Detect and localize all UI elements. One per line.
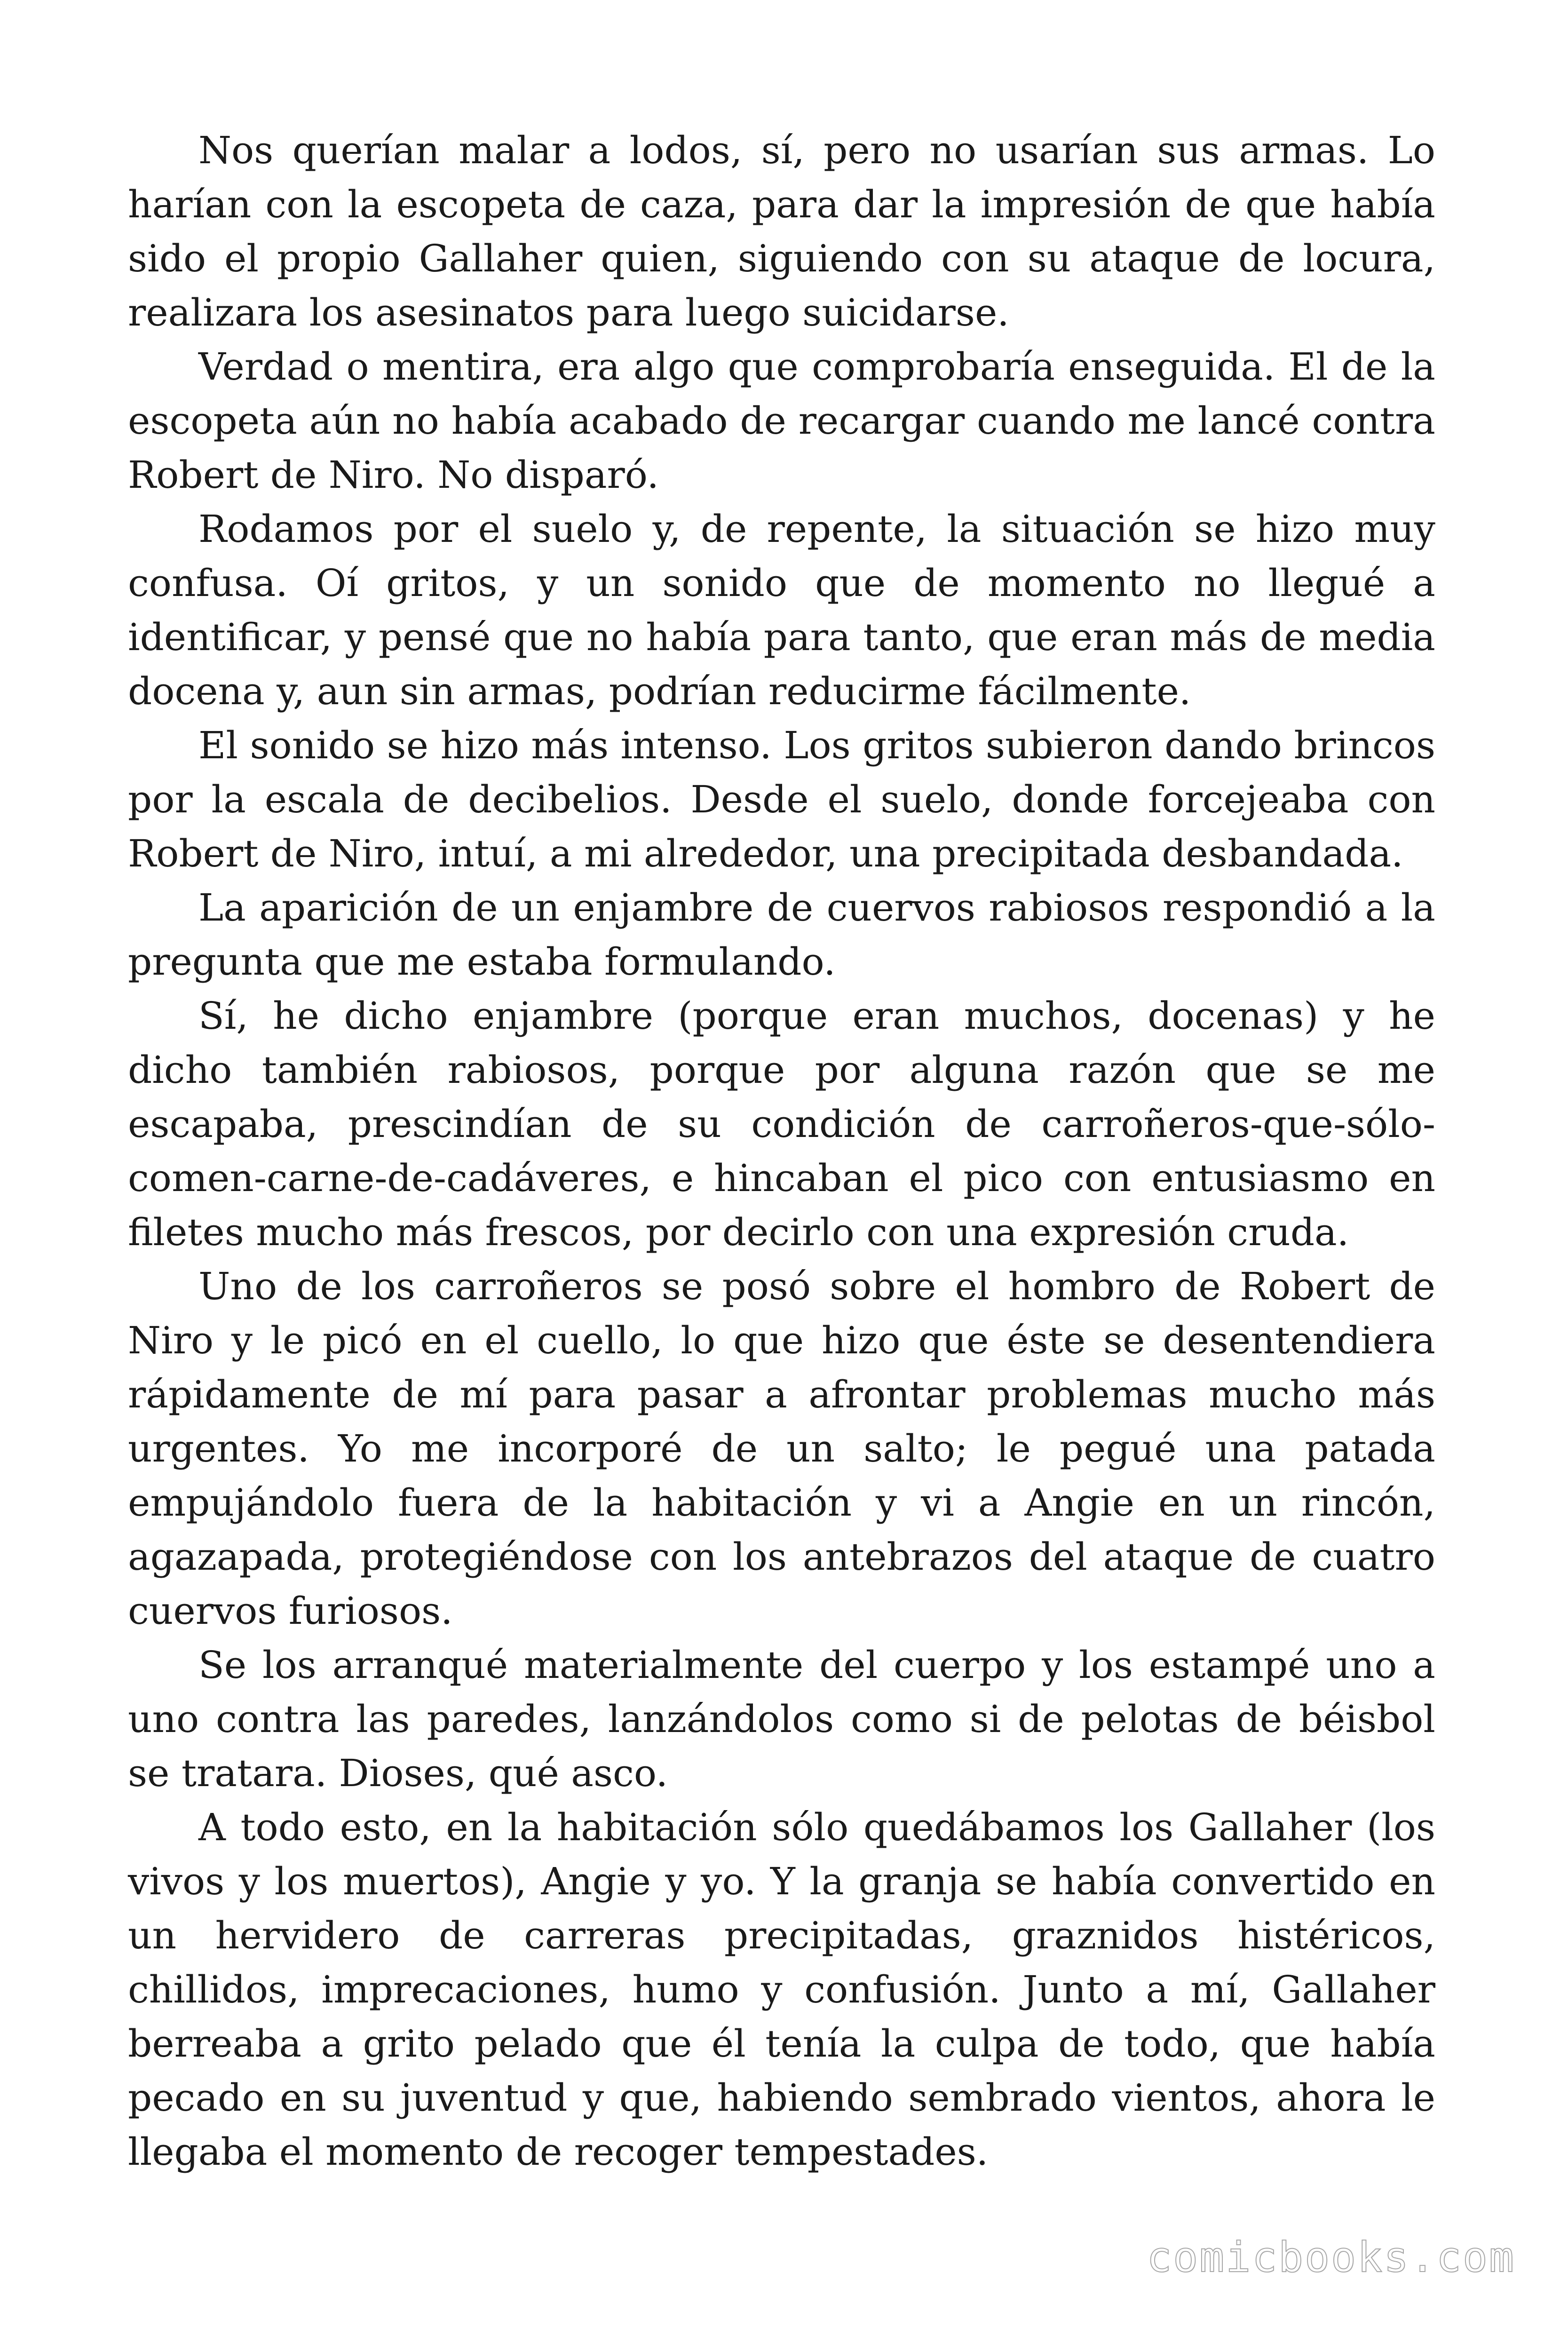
paragraph-4: El sonido se hizo más intenso. Los gritos subieron dando brincos por la escala de decibelios. Desde el suelo, donde forcejeaba con Robert de Niro, intuí, a mi alrededor, una precipitada desbandada. <box>128 723 1435 875</box>
paragraph-7: Uno de los carroñeros se posó sobre el hombro de Robert de Niro y le picó en el cuello, lo que hizo que éste se desentendiera rápidamente de mí para pasar a afrontar problemas mucho más urgentes. Yo me incorporé de un salto; le pegué una patada empujándolo fuera de la habitación y vi a Angie en un rincón, agazapada, protegiéndose con los antebrazos del ataque de cuatro cuervos furiosos. <box>128 1264 1435 1633</box>
page-body <box>128 123 1435 2179</box>
paragraph-6: Sí, he dicho enjambre (porque eran muchos, docenas) y he dicho también rabiosos, porque por alguna razón que se me escapaba, prescindían de su condición de carroñeros-que-sólo-comen-carne-de-cadáveres, e hincaban el pico con entusiasmo en filetes mucho más frescos, por decirlo con una expresión cruda. <box>128 994 1435 1254</box>
paragraph-5: La aparición de un enjambre de cuervos rabiosos respondió a la pregunta que me estaba formulando. <box>128 886 1435 984</box>
watermark: comicbooks.com <box>1147 2233 1515 2281</box>
paragraph-2: Verdad o mentira, era algo que comprobaría enseguida. El de la escopeta aún no había acabado de recargar cuando me lancé contra Robert de Niro. No disparó. <box>128 345 1435 497</box>
paragraph-1: Nos querían malar a lodos, sí, pero no usarían sus armas. Lo harían con la escopeta de caza, para dar la impresión de que había sido el propio Gallaher quien, siguiendo con su ataque de locura, realizara los asesinatos para luego suicidarse. <box>128 128 1435 334</box>
paragraph-3: Rodamos por el suelo y, de repente, la situación se hizo muy confusa. Oí gritos, y un sonido que de momento no llegué a identificar, y pensé que no había para tanto, que eran más de media docena y, aun sin armas, podrían reducirme fácilmente. <box>128 507 1435 713</box>
paragraph-8: Se los arranqué materialmente del cuerpo y los estampé uno a uno contra las paredes, lanzándolos como si de pelotas de béisbol se tratara. Dioses, qué asco. <box>128 1643 1435 1795</box>
paragraph-9: A todo esto, en la habitación sólo quedábamos los Gallaher (los vivos y los muertos), Angie y yo. Y la granja se había convertido en un hervidero de carreras precipitadas, graznidos histéricos, chillidos, imprecaciones, humo y confusión. Junto a mí, Gallaher berreaba a grito pelado que él tenía la culpa de todo, que había pecado en su juventud y que, habiendo sembrado vientos, ahora le llegaba el momento de recoger tempestades. <box>128 1805 1435 2174</box>
